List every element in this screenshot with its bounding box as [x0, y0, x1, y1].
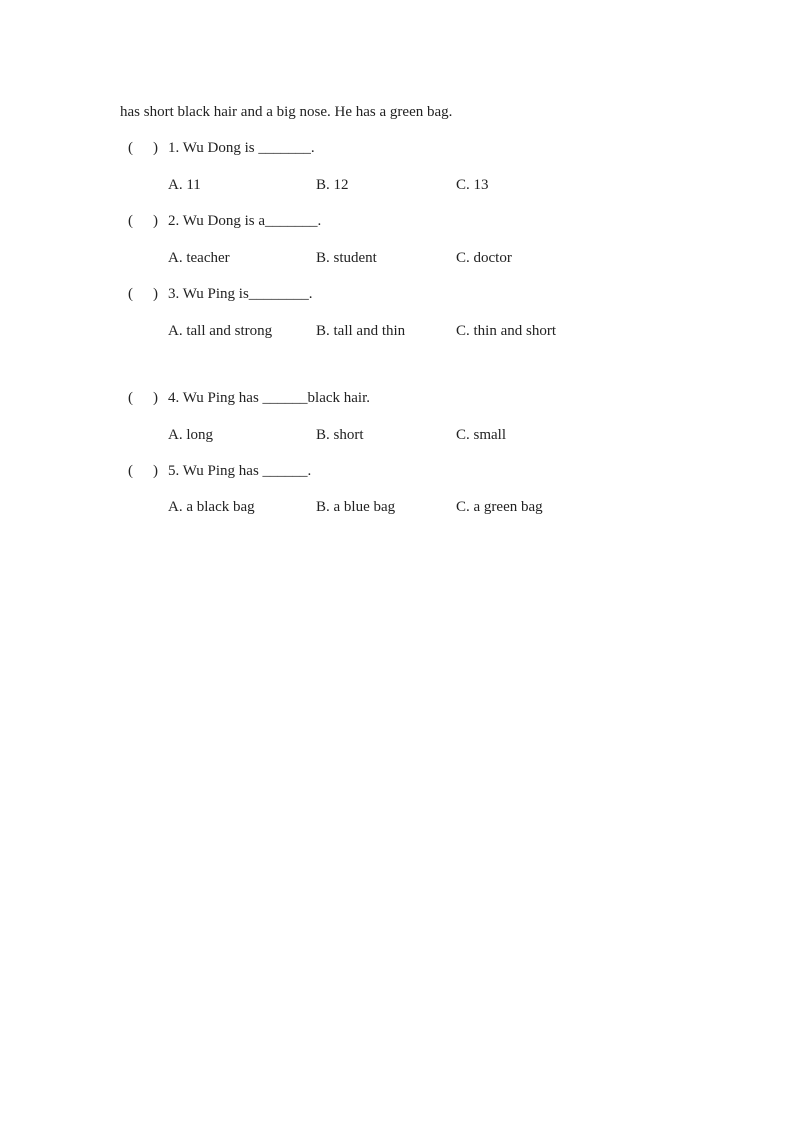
answer-blank-1[interactable] — [136, 139, 152, 157]
answer-paren-open: ( — [128, 463, 133, 479]
option-b: B. student — [316, 250, 377, 266]
answer-paren-close: ) — [153, 390, 158, 406]
option-b: B. 12 — [316, 177, 349, 193]
option-b: B. tall and thin — [316, 323, 406, 339]
answer-blank-5[interactable] — [136, 462, 152, 480]
option-c: C. a green bag — [456, 499, 543, 515]
option-a: A. a black bag — [168, 499, 255, 515]
answer-paren-close: ) — [153, 286, 158, 302]
option-b: B. short — [316, 427, 364, 443]
question-stem: 5. Wu Ping has ______. — [168, 463, 312, 479]
option-c: C. thin and short — [456, 323, 556, 339]
question-stem: 2. Wu Dong is a_______. — [168, 213, 322, 229]
answer-paren-close: ) — [153, 463, 158, 479]
question-stem: 3. Wu Ping is________. — [168, 286, 313, 302]
question-stem: 4. Wu Ping has ______black hair. — [168, 390, 371, 406]
answer-paren-close: ) — [153, 140, 158, 156]
answer-blank-4[interactable] — [136, 389, 152, 407]
option-a: A. tall and strong — [168, 323, 273, 339]
answer-paren-close: ) — [153, 213, 158, 229]
answer-paren-open: ( — [128, 140, 133, 156]
answer-paren-open: ( — [128, 390, 133, 406]
option-c: C. 13 — [456, 177, 489, 193]
answer-paren-open: ( — [128, 286, 133, 302]
answer-blank-2[interactable] — [136, 212, 152, 230]
passage-tail: has short black hair and a big nose. He has a green bag. — [120, 104, 453, 120]
option-c: C. doctor — [456, 250, 512, 266]
option-a: A. 11 — [168, 177, 201, 193]
option-a: A. teacher — [168, 250, 230, 266]
answer-paren-open: ( — [128, 213, 133, 229]
option-a: A. long — [168, 427, 213, 443]
answer-blank-3[interactable] — [136, 285, 152, 303]
question-stem: 1. Wu Dong is _______. — [168, 140, 315, 156]
option-c: C. small — [456, 427, 507, 443]
option-b: B. a blue bag — [316, 499, 396, 515]
